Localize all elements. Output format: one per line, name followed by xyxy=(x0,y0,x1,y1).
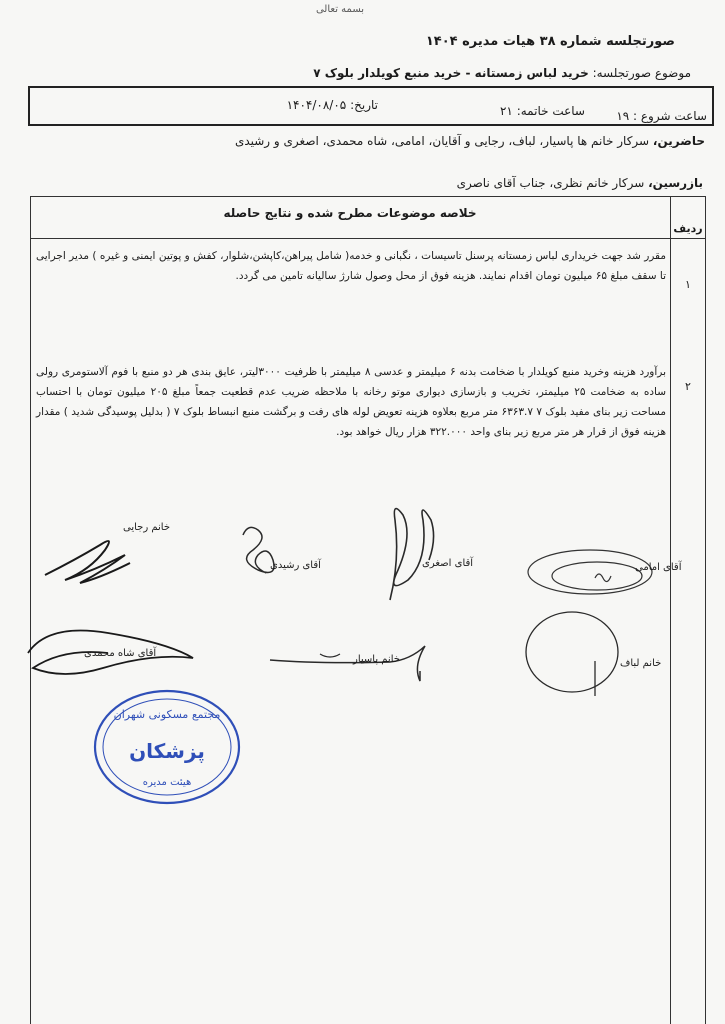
table-header-divider xyxy=(30,238,706,239)
signature-name: خانم رجایی xyxy=(123,522,171,533)
attendees-line xyxy=(235,134,705,148)
stamp-line2: پزشکان xyxy=(129,739,205,763)
attendees-label: حاضرین، xyxy=(652,134,705,148)
meeting-start: ساعت شروع : ۱۹ xyxy=(616,109,707,123)
signature-name: خانم پاسیار xyxy=(353,654,400,665)
item-text: برآورد هزینه وخرید منبع کویلدار با ضخامت بدنه ۶ میلیمتر و عدسی ۸ میلیمتر با ظرفیت ۳۰۰۰لیتر، عایق بندی هر دو منبع با فوم آلاستومری رولی ساده به ضخامت ۲۵ میلیمتر، تخریب و بازسازی دیواری موتو رخانه با ملاحظه ضریب عدم قطعیت جمعاً مبلغ ۲۰۵ میلیون تومان با احتساب مساحت زیر بنای مفید بلوک ۷ ۶۳۶۳.۷ متر مربع بعلاوه هزینه تعویض لوله های رفت و برگشت منبع انبساط بلوک ۷ ( بدلیل پوسیدگی شدید ) مقدار هزینه فوق از قرار هر متر مربع زیر بنای واحد ۳۲۲.۰۰۰ هزار ریال خواهد بود. xyxy=(36,366,667,438)
item-number: ۱ xyxy=(685,278,691,291)
inspectors-value: سرکار خانم نظری، جناب آقای ناصری xyxy=(456,176,645,190)
signature-rajaei xyxy=(35,520,171,594)
subject-value: خرید لباس زمستانه - خرید منبع کویلدار بلوک ۷ xyxy=(313,66,589,80)
subject-label: موضوع صورتجلسه: xyxy=(592,66,691,80)
meeting-end: ساعت خاتمه: ۲۱ xyxy=(499,104,585,118)
board-stamp xyxy=(92,688,242,810)
attendees-value: سرکار خانم ها پاسیار، لباف، رجایی و آقایان، امامی، شاه محمدی، اصغری و رشیدی xyxy=(234,134,650,148)
column-header-row: ردیف xyxy=(673,222,703,235)
stamp-line1: مجتمع مسکونی شهران xyxy=(113,708,221,721)
signature-pasiar xyxy=(265,630,445,694)
signature-name: آقای اصغری xyxy=(422,558,474,569)
signature-scribble xyxy=(525,538,655,608)
item-text: مقرر شد جهت خریداری لباس زمستانه پرسنل تاسیسات ، نگبانی و خدمه( شامل پیراهن،کاپشن،شلوار، کفش و پوتین ایمنی و غیره ) مدیر اجرایی تا سقف مبلغ ۶۵ میلیون تومان اقدام نمایند. هزینه فوق از محل وصول شارژ سالیانه تامین می گردد. xyxy=(36,250,666,282)
date-value: ۱۴۰۴/۰۸/۰۵ xyxy=(286,98,347,112)
signature-emami xyxy=(525,538,682,612)
signature-asghari xyxy=(370,490,474,614)
stamp-seal xyxy=(92,688,242,806)
signature-name: آقای رشیدی xyxy=(270,560,321,571)
page-title: صورتجلسه شماره ۳۸ هیات مدیره ۱۴۰۴ xyxy=(425,34,675,49)
signature-name: خانم لباف xyxy=(620,658,662,669)
signature-name: آقای شاه محمدی xyxy=(84,648,157,659)
table-column-divider xyxy=(670,196,671,1024)
item-number: ۲ xyxy=(685,380,691,393)
signature-name: آقای امامی xyxy=(635,562,682,573)
inspectors-line xyxy=(457,176,703,190)
signature-scribble xyxy=(228,510,328,600)
inspectors-label: بازرسین، xyxy=(648,176,703,190)
subject-line xyxy=(313,66,691,80)
top-note: بسمه تعالی xyxy=(315,4,365,15)
column-header-summary: خلاصه موضوعات مطرح شده و نتایج حاصله xyxy=(223,206,477,220)
signature-labbaf xyxy=(520,606,662,720)
signature-scribble xyxy=(370,490,450,610)
stamp-line3: هیئت مدیره xyxy=(142,777,192,788)
signature-rashidi xyxy=(228,510,328,604)
meeting-date xyxy=(218,98,378,112)
date-label: تاریخ: xyxy=(350,98,378,112)
